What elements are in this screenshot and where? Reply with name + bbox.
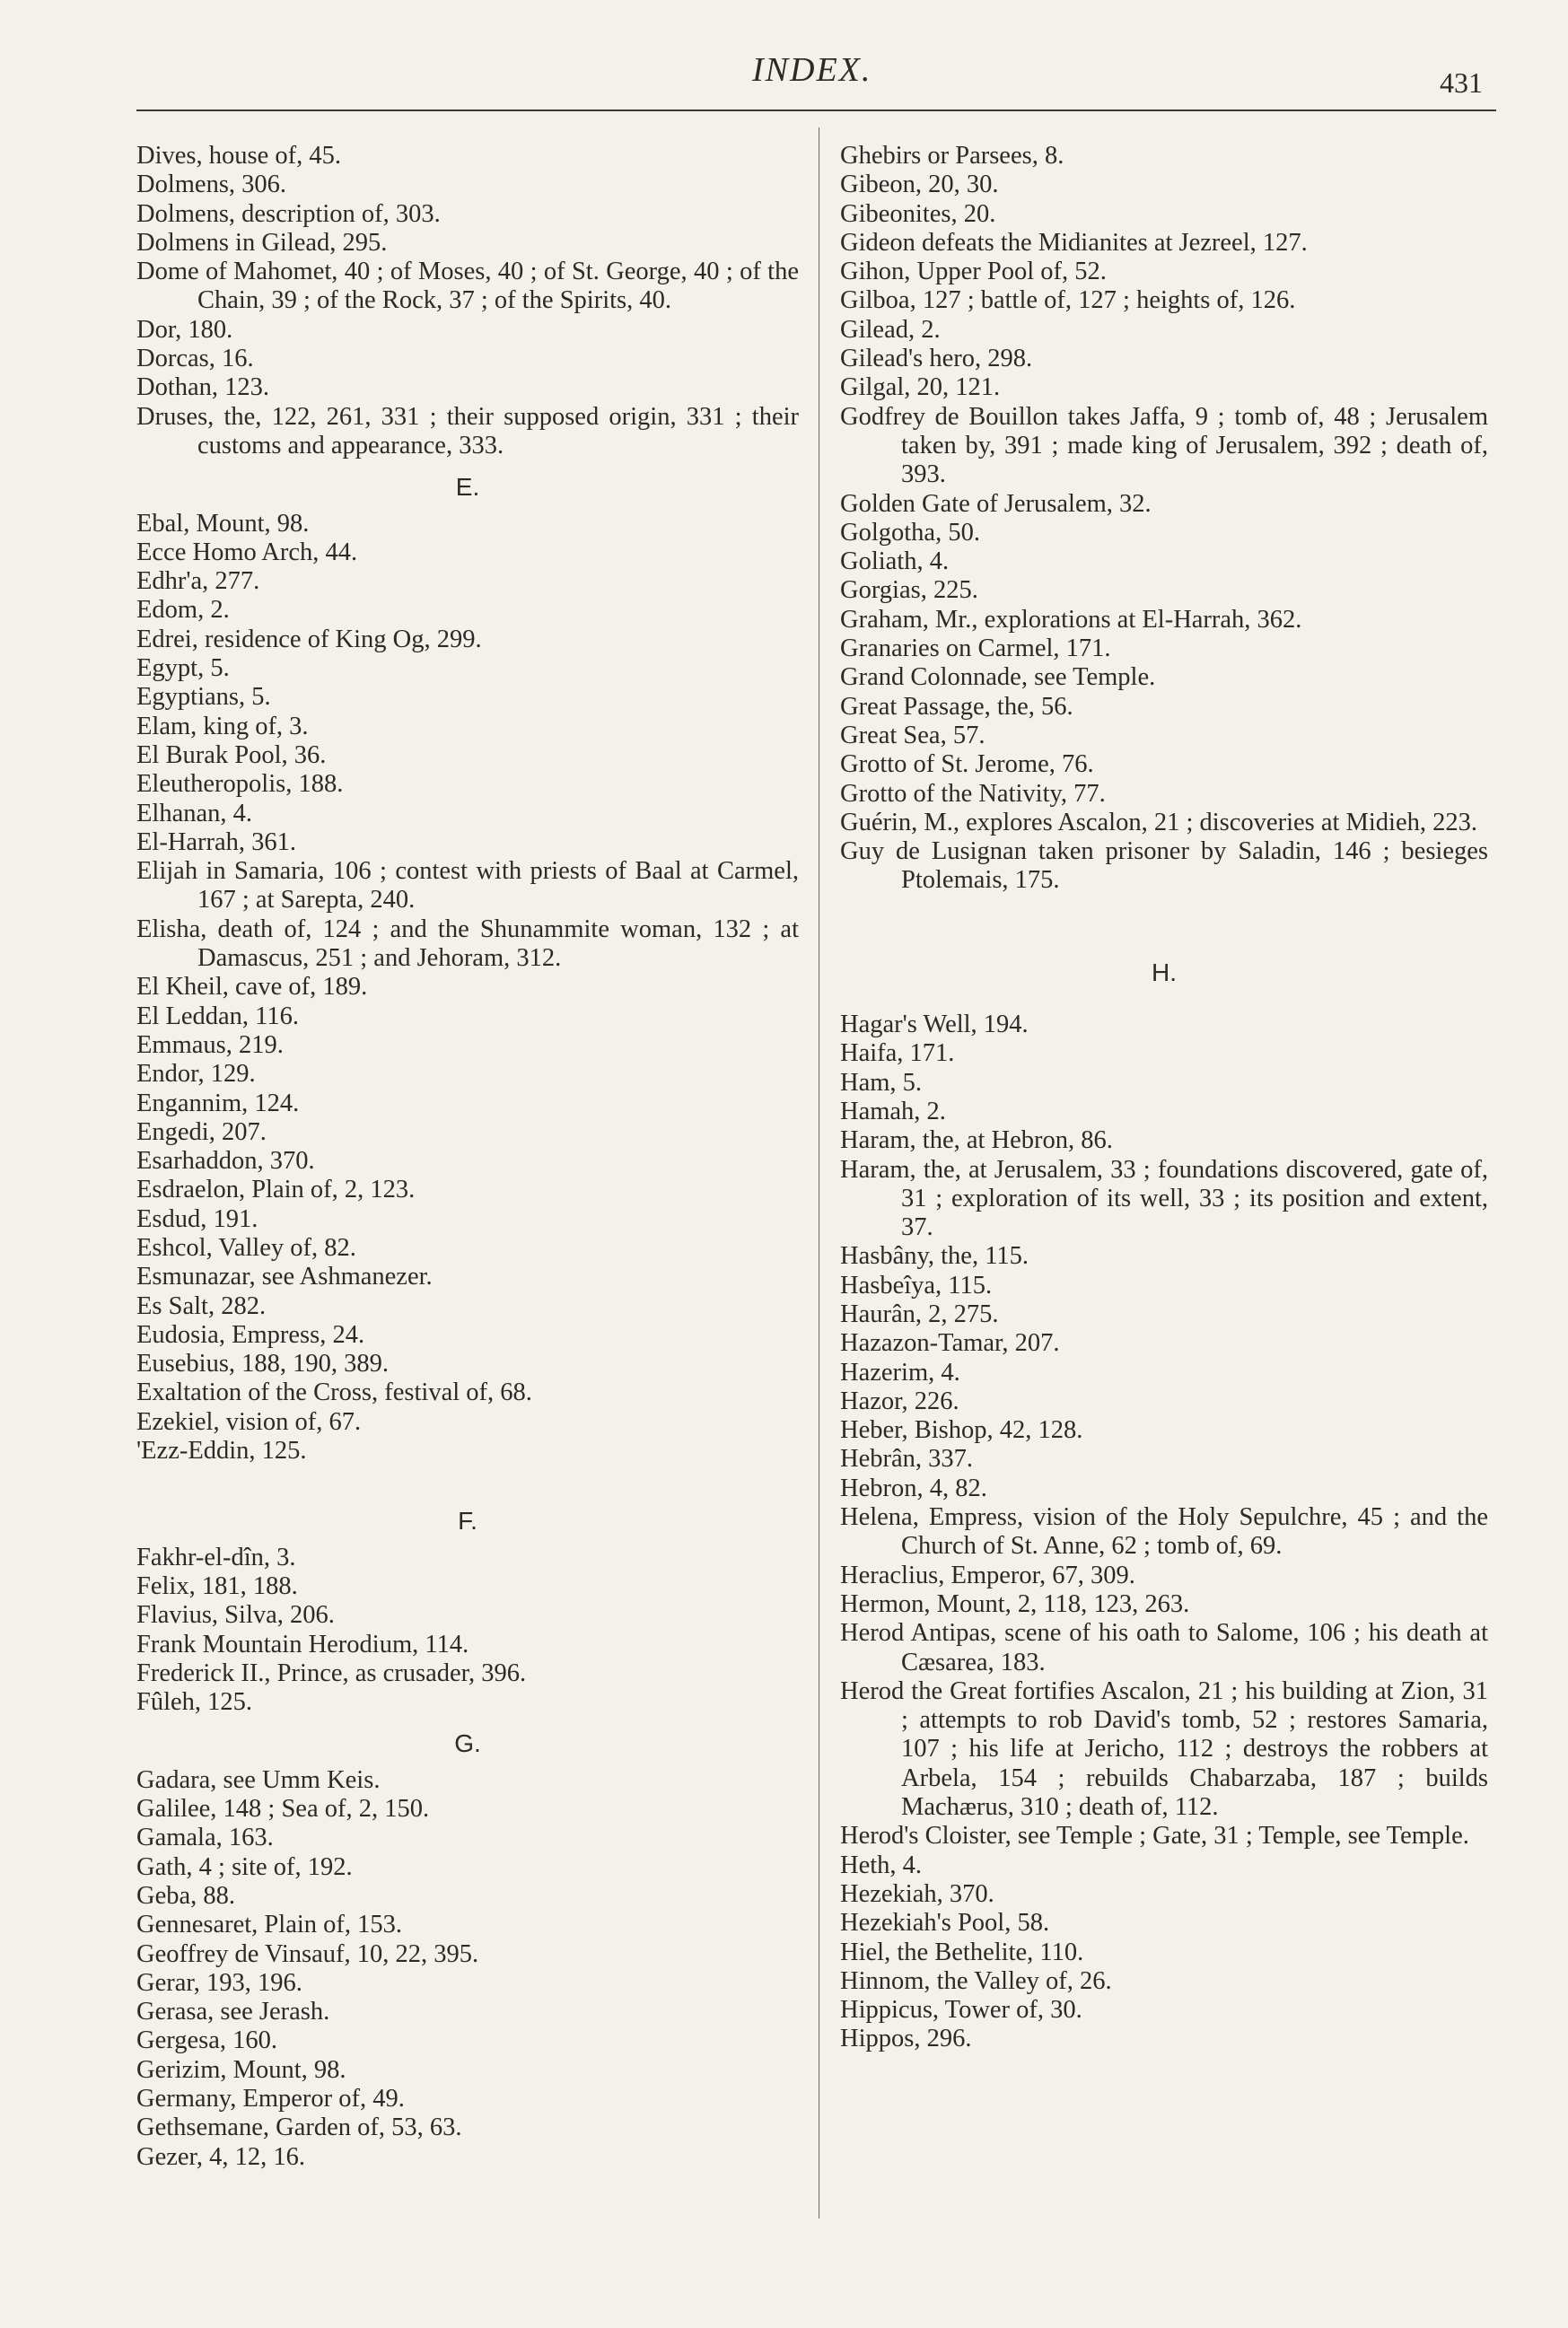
index-entry: Gilgal, 20, 121. — [840, 373, 1001, 402]
index-entry: Gadara, see Umm Keis. — [136, 1765, 381, 1794]
index-entry: Grotto of St. Jerome, 76. — [840, 750, 1094, 779]
index-entry: Hezekiah's Pool, 58. — [840, 1909, 1050, 1938]
index-entry: Heber, Bishop, 42, 128. — [840, 1416, 1083, 1445]
index-entry: Esarhaddon, 370. — [136, 1147, 315, 1176]
index-entry: Haurân, 2, 275. — [840, 1300, 999, 1328]
page-header — [0, 0, 1568, 126]
index-entry: Hiel, the Bethelite, 110. — [840, 1938, 1084, 1966]
index-entry: Hazazon-Tamar, 207. — [840, 1329, 1060, 1358]
index-entry: Gihon, Upper Pool of, 52. — [840, 258, 1107, 286]
index-entry: Hagar's Well, 194. — [840, 1011, 1029, 1039]
index-entry: Geoffrey de Vinsauf, 10, 22, 395. — [136, 1939, 479, 1968]
index-entry: Flavius, Silva, 206. — [136, 1601, 335, 1630]
index-entry: Egypt, 5. — [136, 654, 230, 683]
section-heading-g: G. — [454, 1729, 481, 1758]
index-entry: Golden Gate of Jerusalem, 32. — [840, 489, 1152, 518]
index-entry: Elam, king of, 3. — [136, 712, 309, 740]
index-entry: Elhanan, 4. — [136, 799, 253, 827]
index-entry: Granaries on Carmel, 171. — [840, 635, 1111, 663]
index-entry: Great Sea, 57. — [840, 721, 985, 749]
index-entry: Herod the Great fortifies Ascalon, 21 ; his building at Zion, 31 ; attempts to rob David's tomb, 52 ; restores Samaria, 107 ; his life at Jericho, 112 ; destroys the robbers at Arbela, 154 ; rebuilds Chabarzaba, 187 ; builds Machærus, 310 ; death of, 112. — [840, 1676, 1488, 1822]
index-entry: Hazor, 226. — [840, 1387, 959, 1415]
index-entry: Goliath, 4. — [840, 547, 950, 576]
index-entry: Dolmens, 306. — [136, 171, 287, 199]
index-entry: Guérin, M., explores Ascalon, 21 ; discoveries at Midieh, 223. — [840, 808, 1477, 836]
index-entry: Gilboa, 127 ; battle of, 127 ; heights of, 126. — [840, 286, 1296, 315]
index-entry: Gerar, 193, 196. — [136, 1968, 302, 1997]
index-entry: Haram, the, at Hebron, 86. — [840, 1126, 1113, 1155]
index-entry: Druses, the, 122, 261, 331 ; their supposed origin, 331 ; their customs and appearance, 333. — [136, 402, 799, 459]
index-entry: Gibeon, 20, 30. — [840, 171, 999, 199]
section-gap — [840, 994, 1488, 1011]
index-entry: Haram, the, at Jerusalem, 33 ; foundations discovered, gate of, 31 ; exploration of its well, 33 ; its position and extent, 37. — [840, 1155, 1488, 1242]
page-number: 431 — [1440, 66, 1483, 99]
index-entry: Gilead's hero, 298. — [840, 345, 1033, 373]
index-entry: Emmaus, 219. — [136, 1030, 284, 1059]
index-entry: Es Salt, 282. — [136, 1291, 267, 1320]
index-entry: Dives, house of, 45. — [136, 142, 341, 170]
index-entry: Haifa, 171. — [840, 1039, 955, 1068]
index-entry: Dome of Mahomet, 40 ; of Moses, 40 ; of St. George, 40 ; of the Chain, 39 ; of the Rock, 37 ; of the Spirits, 40. — [136, 258, 799, 315]
section-gap — [840, 896, 1488, 946]
index-entry: Eudosia, Empress, 24. — [136, 1320, 365, 1349]
index-entry: Golgotha, 50. — [840, 518, 980, 547]
index-entry: Gethsemane, Garden of, 53, 63. — [136, 2114, 462, 2142]
index-entry: Herod's Cloister, see Temple ; Gate, 31 ; Temple, see Temple. — [840, 1822, 1469, 1851]
index-entry: Herod Antipas, scene of his oath to Salome, 106 ; his death at Cæsarea, 183. — [840, 1619, 1488, 1676]
index-entry: Edhr'a, 277. — [136, 567, 260, 596]
running-title: INDEX. — [752, 51, 872, 89]
index-entry: Great Passage, the, 56. — [840, 692, 1073, 721]
index-entry: Hamah, 2. — [840, 1097, 946, 1125]
section-g — [136, 1766, 799, 2172]
index-entry: Hippicus, Tower of, 30. — [840, 1996, 1082, 2025]
section-d — [136, 142, 799, 460]
index-entry: Engannim, 124. — [136, 1089, 300, 1117]
index-entry: Esdud, 191. — [136, 1204, 258, 1233]
index-entry: Ham, 5. — [840, 1068, 923, 1097]
index-entry: Gennesaret, Plain of, 153. — [136, 1911, 403, 1939]
index-entry: Hinnom, the Valley of, 26. — [840, 1966, 1112, 1995]
index-entry: Guy de Lusignan taken prisoner by Saladin, 146 ; besieges Ptolemais, 175. — [840, 837, 1488, 895]
index-entry: El-Harrah, 361. — [136, 827, 297, 856]
index-entry: Galilee, 148 ; Sea of, 2, 150. — [136, 1795, 430, 1824]
index-entry: Gergesa, 160. — [136, 2026, 277, 2055]
index-entry: Eusebius, 188, 190, 389. — [136, 1350, 390, 1378]
index-entry: Gezer, 4, 12, 16. — [136, 2142, 306, 2171]
index-entry: Hasbeîya, 115. — [840, 1271, 993, 1300]
index-entry: Gibeonites, 20. — [840, 199, 996, 228]
index-entry: Esdraelon, Plain of, 2, 123. — [136, 1176, 416, 1204]
index-entry: Fûleh, 125. — [136, 1688, 253, 1717]
section-h — [840, 1011, 1488, 2054]
index-entry: Dothan, 123. — [136, 373, 270, 402]
section-e — [136, 510, 799, 1466]
section-g-continued — [840, 142, 1488, 896]
index-entry: Gath, 4 ; site of, 192. — [136, 1852, 353, 1881]
index-entry: Exaltation of the Cross, festival of, 68. — [136, 1378, 532, 1407]
index-entry: Ezekiel, vision of, 67. — [136, 1407, 362, 1436]
index-entry: Eshcol, Valley of, 82. — [136, 1233, 356, 1262]
section-heading-e: E. — [455, 473, 480, 502]
index-entry: Hezekiah, 370. — [840, 1879, 994, 1908]
index-entry: Dolmens in Gilead, 295. — [136, 228, 388, 257]
index-entry: Gideon defeats the Midianites at Jezreel, 127. — [840, 228, 1308, 257]
index-entry: Felix, 181, 188. — [136, 1571, 298, 1600]
index-entry: Ghebirs or Parsees, 8. — [840, 142, 1064, 170]
header-rule — [136, 109, 1496, 111]
section-heading-f: F. — [458, 1507, 477, 1536]
index-entry: Edom, 2. — [136, 596, 230, 625]
left-column — [136, 142, 799, 2172]
index-entry: Graham, Mr., explorations at El-Harrah, 362. — [840, 605, 1302, 634]
index-entry: Hermon, Mount, 2, 118, 123, 263. — [840, 1589, 1190, 1618]
index-entry: Heraclius, Emperor, 67, 309. — [840, 1561, 1135, 1589]
index-entry: Engedi, 207. — [136, 1117, 267, 1146]
index-entry: Frank Mountain Herodium, 114. — [136, 1630, 469, 1658]
index-entry: Eleutheropolis, 188. — [136, 770, 344, 799]
index-entry: Ebal, Mount, 98. — [136, 509, 310, 538]
index-entry: El Leddan, 116. — [136, 1002, 299, 1030]
index-entry: El Kheil, cave of, 189. — [136, 973, 368, 1002]
index-entry: Hasbâny, the, 115. — [840, 1242, 1029, 1271]
index-entry: Endor, 129. — [136, 1060, 256, 1089]
index-entry: Grotto of the Nativity, 77. — [840, 779, 1106, 808]
index-entry: Helena, Empress, vision of the Holy Sepulchre, 45 ; and the Church of St. Anne, 62 ; tomb of, 69. — [840, 1503, 1488, 1561]
index-entry: Gerasa, see Jerash. — [136, 1998, 330, 2026]
index-entry: Elisha, death of, 124 ; and the Shunammite woman, 132 ; at Damascus, 251 ; and Jehoram, 312. — [136, 915, 799, 973]
index-entry: Elijah in Samaria, 106 ; contest with priests of Baal at Carmel, 167 ; at Sarepta, 240. — [136, 857, 799, 915]
index-entry: Esmunazar, see Ashmanezer. — [136, 1263, 433, 1291]
index-entry: Hazerim, 4. — [840, 1358, 960, 1387]
index-entry: Fakhr-el-dîn, 3. — [136, 1543, 296, 1571]
index-entry: Geba, 88. — [136, 1881, 236, 1910]
index-entry: 'Ezz-Eddin, 125. — [136, 1437, 307, 1466]
section-f — [136, 1544, 799, 1718]
index-entry: Gerizim, Mount, 98. — [136, 2055, 346, 2084]
index-entry: Heth, 4. — [840, 1851, 923, 1879]
index-entry: Gorgias, 225. — [840, 576, 978, 605]
index-entry: Hippos, 296. — [840, 2025, 972, 2053]
right-column — [840, 142, 1488, 2054]
index-entry: Frederick II., Prince, as crusader, 396. — [136, 1658, 527, 1687]
index-entry: Dolmens, description of, 303. — [136, 199, 441, 228]
index-entry: Hebrân, 337. — [840, 1445, 973, 1474]
index-entry: Dor, 180. — [136, 315, 233, 344]
index-entry: Gamala, 163. — [136, 1824, 274, 1852]
index-entry: Gilead, 2. — [840, 315, 941, 344]
index-entry: Ecce Homo Arch, 44. — [136, 538, 358, 566]
index-entry: Godfrey de Bouillon takes Jaffa, 9 ; tomb of, 48 ; Jerusalem taken by, 391 ; made king of Jerusalem, 392 ; death of, 393. — [840, 402, 1488, 489]
index-entry: Dorcas, 16. — [136, 345, 254, 373]
section-heading-h: H. — [1152, 958, 1177, 986]
index-entry: Grand Colonnade, see Temple. — [840, 663, 1156, 692]
index-entry: Edrei, residence of King Og, 299. — [136, 625, 482, 653]
index-entry: El Burak Pool, 36. — [136, 740, 327, 769]
index-entry: Egyptians, 5. — [136, 683, 271, 712]
index-entry: Germany, Emperor of, 49. — [136, 2085, 405, 2113]
index-entry: Hebron, 4, 82. — [840, 1474, 987, 1502]
